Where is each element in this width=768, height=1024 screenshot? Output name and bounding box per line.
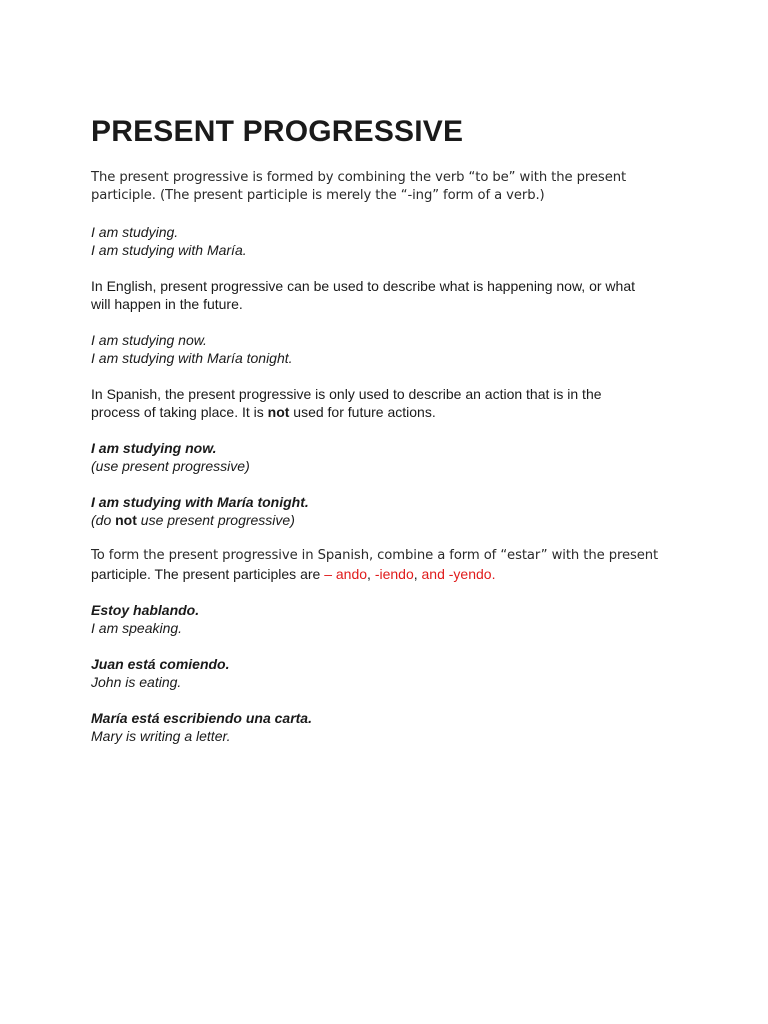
ending-separator-2: , xyxy=(413,566,422,582)
example-pair-1 xyxy=(91,601,691,637)
case-block-1 xyxy=(91,439,691,475)
ending-separator-1: , xyxy=(367,566,375,582)
case-2-note-after: use present progressive) xyxy=(136,512,295,528)
example-pair-3-english: Mary is writing a letter. xyxy=(91,728,231,744)
case-2-note-before: (do xyxy=(91,512,116,528)
spanish-usage-bold-not: not xyxy=(267,404,290,420)
case-2-note-bold-not: not xyxy=(115,512,137,528)
formation-paragraph xyxy=(91,547,691,583)
formation-line-1: To form the present progressive in Spanish, combine a form of “estar” with the present xyxy=(91,548,659,563)
formation-period: . xyxy=(491,566,496,582)
case-1-note: (use present progressive) xyxy=(91,458,250,474)
english-usage-paragraph xyxy=(91,277,691,313)
example-pair-3-spanish: María está escribiendo una carta. xyxy=(91,710,312,726)
english-usage-line-1: In English, present progressive can be used to describe what is happening now, or what xyxy=(91,278,635,294)
spanish-usage-line-2 xyxy=(91,403,691,421)
example-2-line-1: I am studying now. xyxy=(91,332,207,348)
formation-line-2 xyxy=(91,565,691,583)
example-pair-1-spanish: Estoy hablando. xyxy=(91,602,200,618)
case-2-sentence: I am studying with María tonight. xyxy=(91,494,309,510)
case-1-sentence: I am studying now. xyxy=(91,440,217,456)
example-pair-2 xyxy=(91,655,691,691)
ending-yendo: and -yendo xyxy=(421,566,492,582)
example-pair-2-spanish: Juan está comiendo. xyxy=(91,656,230,672)
example-block-1 xyxy=(91,223,691,259)
intro-line-1: The present progressive is formed by combining the verb “to be” with the present xyxy=(91,170,627,185)
example-1-line-2: I am studying with María. xyxy=(91,242,247,258)
example-block-2 xyxy=(91,331,691,367)
ending-ando: – ando xyxy=(324,566,368,582)
spanish-usage-paragraph xyxy=(91,385,691,421)
spanish-usage-text-before: process of taking place. It is xyxy=(91,404,268,420)
english-usage-line-2: will happen in the future. xyxy=(91,296,243,312)
example-pair-2-english: John is eating. xyxy=(91,674,182,690)
example-pair-3 xyxy=(91,709,691,745)
intro-line-2: participle. (The present participle is merely the “-ing” form of a verb.) xyxy=(91,188,545,203)
ending-iendo: -iendo xyxy=(374,566,414,582)
intro-paragraph xyxy=(91,169,691,205)
case-block-2 xyxy=(91,493,691,529)
page-title: PRESENT PROGRESSIVE xyxy=(91,115,464,148)
spanish-usage-line-1: In Spanish, the present progressive is only used to describe an action that is in the xyxy=(91,386,602,402)
example-2-line-2: I am studying with María tonight. xyxy=(91,350,293,366)
example-1-line-1: I am studying. xyxy=(91,224,179,240)
case-2-note xyxy=(91,511,691,529)
example-pair-1-english: I am speaking. xyxy=(91,620,183,636)
document-page xyxy=(91,114,691,763)
formation-line-2-text: participle. The present participles are xyxy=(91,566,325,582)
spanish-usage-text-after: used for future actions. xyxy=(289,404,436,420)
